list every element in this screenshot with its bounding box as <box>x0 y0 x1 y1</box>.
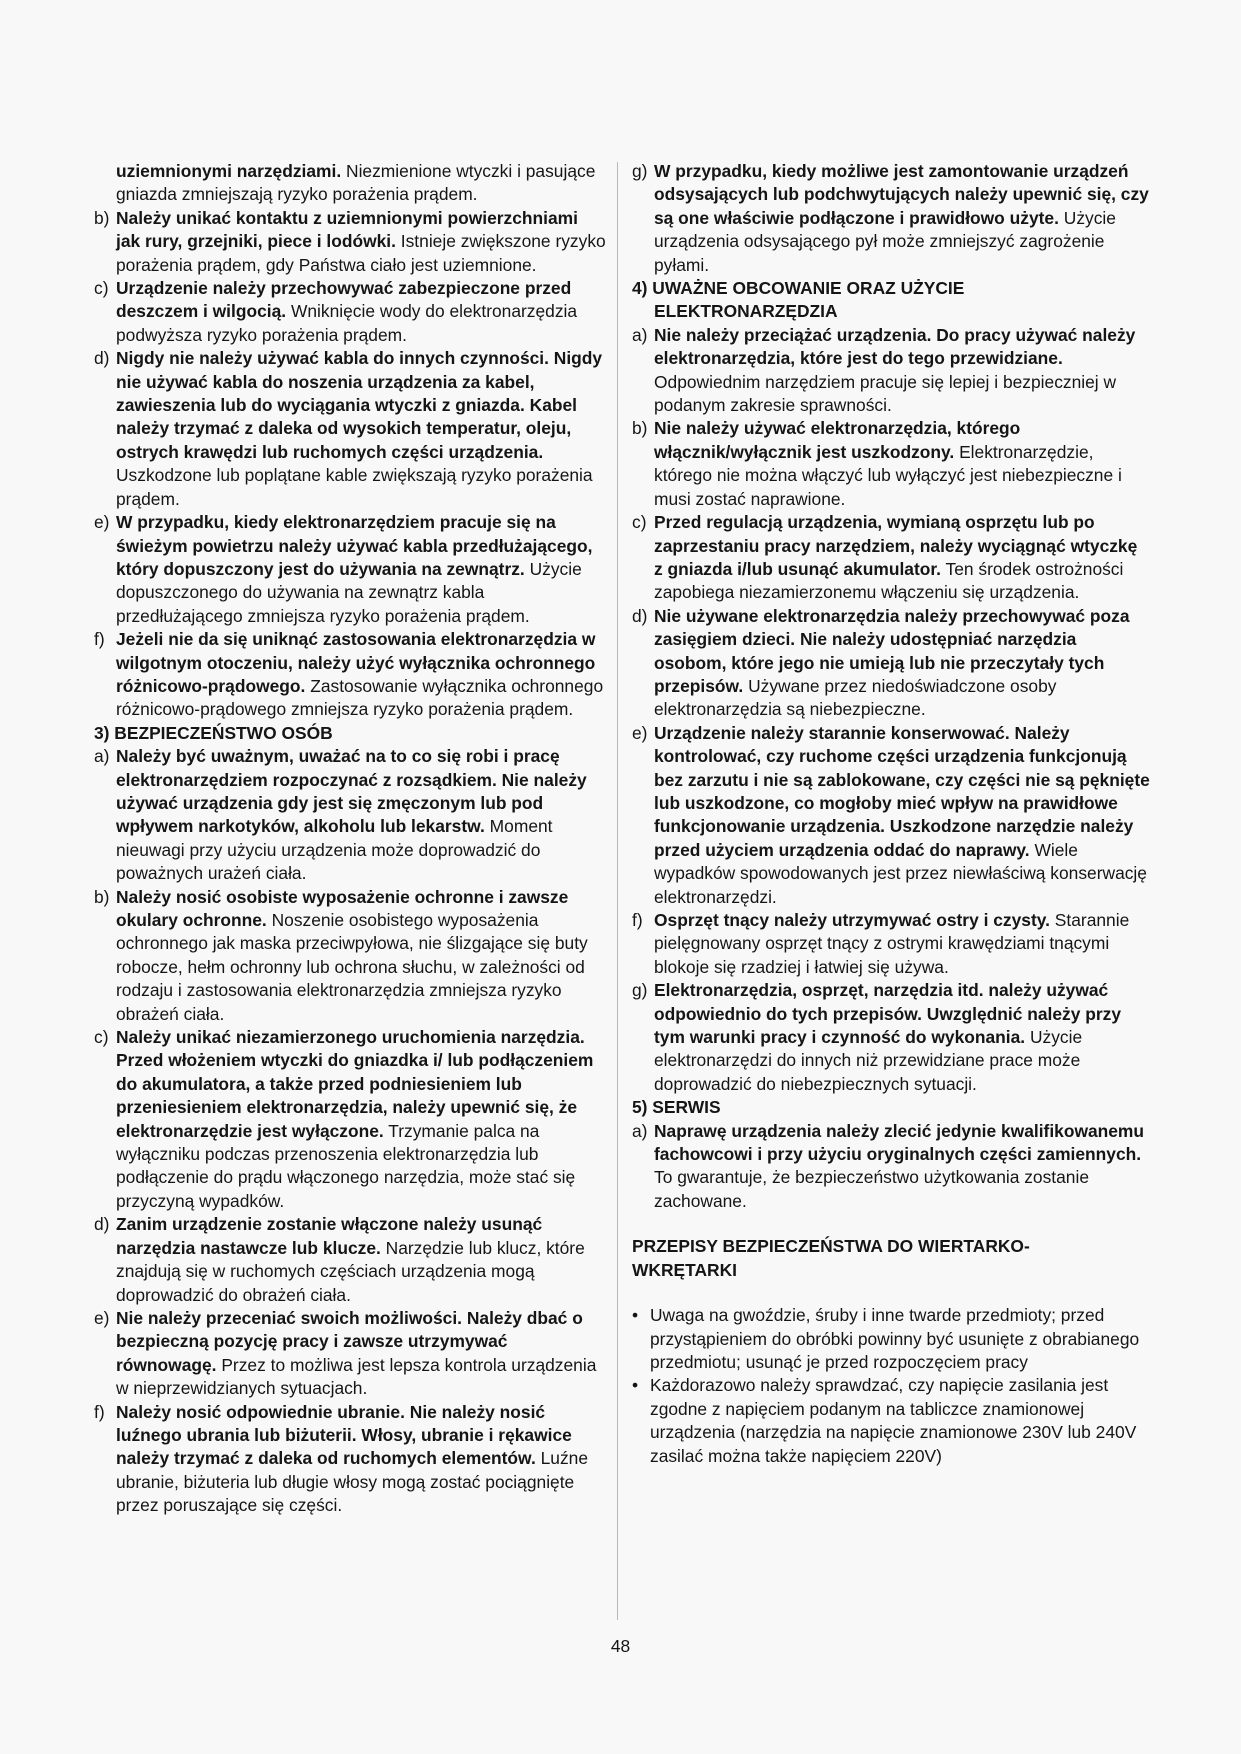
list-item: a) Nie należy przeciążać urządzenia. Do pracy używać należy elektronarzędzia, które jest do tego przewidziane. Odpowiednim narzędziem pracuje się lepiej i bezpieczniej w podanym zakresie sprawności. <box>632 324 1136 416</box>
safety-title: PRZEPISY BEZPIECZEŃSTWA DO WIERTARKO- <box>632 1236 1030 1257</box>
safety-title-continued: WKRĘTARKI <box>632 1259 737 1280</box>
list-item: c) Urządzenie należy przechowywać zabezpieczone przed deszczem i wilgocią. Wniknięcie wody do elektronarzędzia podwyższa ryzyko porażenia prądem. <box>94 278 578 345</box>
bullet-item: • Każdorazowo należy sprawdzać, czy napięcie zasilania jest zgodne z napięciem podanym na tabliczce znamionowej urządzenia (narzędzia na napięcie znamionowe 230V lub 240V zasilać można także napięciem 220V) <box>632 1375 1137 1466</box>
bullet-icon: • <box>632 1375 639 1396</box>
list-item: g) W przypadku, kiedy możliwe jest zamontowanie urządzeń odsysających lub podchwytujących należy upewnić się, czy są one właściwie podłączone i prawidłowo użyte. Użycie urządzenia odsysającego pył może zmniejszyć zagrożenie pyłami. <box>632 161 1149 275</box>
list-item: a) Należy być uważnym, uważać na to co się robi i pracę elektronarzędziem rozpoczynać z rozsądkiem. Nie należy używać urządzenia gdy jest się zmęczonym lub pod wpływem narkotyków, alkoholu lub lekarstw. Moment nieuwagi przy użyciu urządzenia może doprowadzić do poważnych urażeń ciała. <box>94 746 587 884</box>
section-heading: 5) SERWIS <box>632 1097 721 1118</box>
list-item: a) Naprawę urządzenia należy zlecić jedynie kwalifikowanemu fachowcowi i przy użyciu oryginalnych części zamiennych. To gwarantuje, że bezpieczeństwo użytkowania zostanie zachowane. <box>632 1120 1145 1211</box>
list-item: b) Należy unikać kontaktu z uziemnionymi powierzchniami jak rury, grzejniki, piece i lodówki. Istnieje zwiększone ryzyko porażenia prądem, gdy Państwa ciało jest uziemnione. <box>94 207 606 275</box>
list-item: c) Przed regulacją urządzenia, wymianą osprzętu lub po zaprzestaniu pracy narzędziem, należy wyciągnąć wtyczkę z gniazda i/lub usunąć akumulator. Ten środek ostrożności zapobiega niezamierzonemu włączeniu się urządzenia. <box>632 512 1138 603</box>
spacer <box>632 1282 1150 1304</box>
list-item: b) Nie należy używać elektronarzędzia, którego włącznik/wyłącznik jest uszkodzony. Elektronarzędzie, którego nie można włączyć lub wyłączyć jest niebezpieczne i musi zostać naprawione. <box>632 418 1122 509</box>
list-item: b) Należy nosić osobiste wyposażenie ochronne i zawsze okulary ochronne. Noszenie osobistego wyposażenia ochronnego jak maska przeciwpyłowa, nie ślizgające się buty robocze, hełm ochronny lub ochrona słuchu, w zależności od rodzaju i zastosowania elektronarzędzia zmniejsza ryzyko obrażeń ciała. <box>94 886 588 1024</box>
list-item: f) Jeżeli nie da się uniknąć zastosowania elektronarzędzia w wilgotnym otoczeniu, należy użyć wyłącznika ochronnego różnicowo-prądowego. Zastosowanie wyłącznika ochronnego różnicowo-prądowego zmniejsza ryzyko porażenia prądem. <box>94 629 604 720</box>
list-item: g) Elektronarzędzia, osprzęt, narzędzia itd. należy używać odpowiednio do tych przepisów. Uwzględnić należy przy tym warunki pracy i czynność do wykonania. Użycie elektronarzędzi do innych niż przewidziane prace może doprowadzić do niebezpiecznych sytuacji. <box>632 980 1122 1094</box>
list-item: d) Nie używane elektronarzędzia należy przechowywać poza zasięgiem dzieci. Nie należy udostępniać narzędzia osobom, które jego nie umieją lub nie przeczytały tych przepisów. Używane przez niedoświadczone osoby elektronarzędzia są niebezpieczne. <box>632 605 1130 720</box>
left-column <box>94 160 606 1518</box>
list-item: f) Osprzęt tnący należy utrzymywać ostry i czysty. Starannie pielęgnowany osprzęt tnący z ostrymi krawędziami tnącymi blokoje się rzadziej i łatwiej się używa. <box>632 910 1130 977</box>
continued-paragraph: uziemnionymi narzędziami. Niezmienione wtyczki i pasujące gniazda zmniejszają ryzyko porażenia prądem. <box>116 161 596 205</box>
column-divider <box>617 162 618 1620</box>
list-item: e) W przypadku, kiedy elektronarzędziem pracuje się na świeżym powietrzu należy używać kabla przedłużającego, który dopuszczony jest do używania na zewnątrz. Użycie dopuszczonego do używania na zewnątrz kabla przedłużającego zmniejsza ryzyko porażenia prądem. <box>94 512 593 626</box>
bullet-item: • Uwaga na gwoździe, śruby i inne twarde przedmioty; przed przystąpieniem do obróbki powinny być usunięte z obrabianego przedmiotu; usunąć je przed rozpoczęciem pracy <box>632 1305 1140 1372</box>
right-column <box>632 160 1150 1468</box>
bullet-icon: • <box>632 1305 639 1326</box>
list-item: d) Zanim urządzenie zostanie włączone należy usunąć narzędzia nastawcze lub klucze. Narzędzie lub klucz, które znajdują się w ruchomych częściach urządzenia mogą doprowadzić do obrażeń ciała. <box>94 1214 585 1305</box>
list-item: d) Nigdy nie należy używać kabla do innych czynności. Nigdy nie używać kabla do noszenia urządzenia za kabel, zawieszenia lub do wyciągania wtyczki z gniazda. Kabel należy trzymać z daleka od wysokich temperatur, oleju, ostrych krawędzi lub ruchomych części urządzenia. Uszkodzone lub poplątane kable zwiększają ryzyko porażenia prądem. <box>94 348 603 509</box>
section-heading: 3) BEZPIECZEŃSTWO OSÓB <box>94 722 333 743</box>
section-heading: 4) UWAŻNE OBCOWANIE ORAZ UŻYCIE <box>632 278 965 299</box>
list-item: e) Urządzenie należy starannie konserwować. Należy kontrolować, czy ruchome części urządzenia funkcjonują bez zarzutu i nie są zablokowane, czy części nie są pęknięte lub uszkodzone, co mogłoby mieć wpływ na prawidłowe funkcjonowanie urządzenia. Uszkodzone narzędzie należy przed użyciem urządzenia oddać do naprawy. Wiele wypadków spowodowanych jest przez niewłaściwą konserwację elektronarzędzi. <box>632 722 1150 907</box>
section-heading-continued: ELEKTRONARZĘDZIA <box>654 301 838 322</box>
page-number: 48 <box>610 1636 631 1656</box>
spacer <box>632 1213 1150 1235</box>
list-item: e) Nie należy przeceniać swoich możliwości. Należy dbać o bezpieczną pozycję pracy i zawsze utrzymywać równowagę. Przez to możliwa jest lepsza kontrola urządzenia w nieprzewidzianych sytuacjach. <box>94 1307 597 1399</box>
list-item: c) Należy unikać niezamierzonego uruchomienia narzędzia. Przed włożeniem wtyczki do gniazdka i/ lub podłączeniem do akumulatora, a także przed podniesieniem lub przeniesieniem elektronarzędzia, należy upewnić się, że elektronarzędzie jest wyłączone. Trzymanie palca na wyłączniku podczas przenoszenia elektronarzędzia lub podłączenie do prądu włączonego narzędzia, może stać się przyczyną wypadków. <box>94 1027 594 1211</box>
list-item: f) Należy nosić odpowiednie ubranie. Nie należy nosić luźnego ubrania lub biżuterii. Włosy, ubranie i rękawice należy trzymać z daleka od ruchomych elementów. Luźne ubranie, biżuteria lub długie włosy mogą zostać pociągnięte przez poruszające się części. <box>94 1401 588 1516</box>
